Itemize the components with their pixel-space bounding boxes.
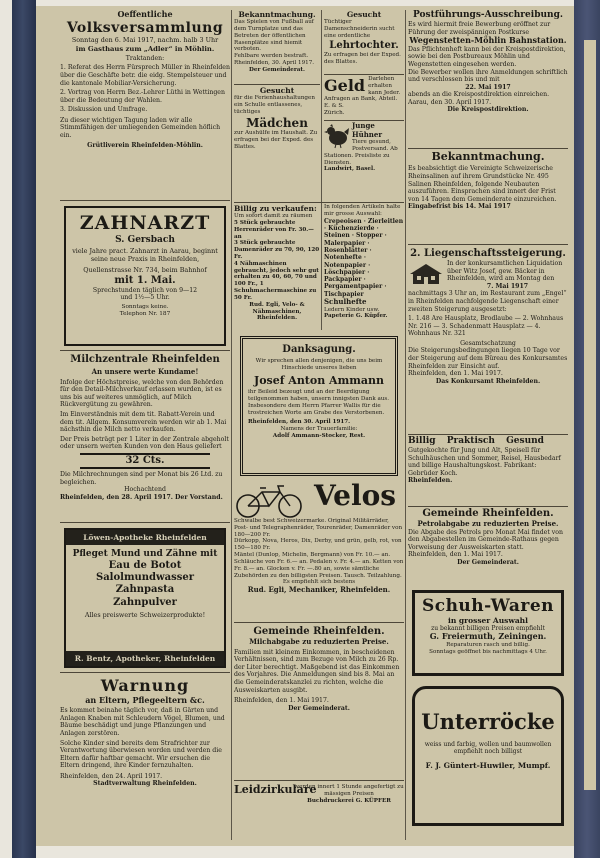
ad-line: empfiehlt noch billigst [453, 747, 523, 755]
column-1 [60, 10, 230, 840]
milk-price: 32 Cts. [80, 453, 210, 469]
notice-body: In der konkursamtlichen Liquidation über Witz Josef, gew. Bäcker in Rheinfelden, wird am Montag den [447, 260, 563, 283]
ad-title: Unterröcke [421, 709, 555, 734]
notice-subheading: Gesamtschatzung [460, 339, 516, 347]
notice-body: Die Abgabe des Petrols pro Monat Mai findet von den Abgabestellen im Gemeinde-Rathaus gegen Vorweisung der Ausweiskarten statt. [408, 528, 564, 551]
ad-subheading: an Eltern, Pflegeeltern &c. [85, 694, 205, 705]
ad-hours: und 1½—5 Uhr. [120, 294, 170, 302]
ad-body: Zu erfragen bei der Exped. des Blattes. [324, 51, 401, 65]
divider [408, 506, 568, 507]
ad-signature: Der Gemeinderat. [249, 66, 305, 73]
ad-signature: Landwirt, Basel. [324, 166, 376, 173]
notice-signature: Das Konkursamt Rheinfelden. [435, 377, 541, 385]
ad-signature: F. J. Güntert-Huwiler, Mumpf. [425, 761, 551, 771]
ad-billig-verkaufen [234, 204, 320, 332]
ad-title: Bekanntmachung. [238, 10, 316, 19]
ad-loewen-apotheke [64, 528, 226, 668]
ad-headline: Lehrtochter. [329, 39, 399, 51]
ad-body: werden innert 1 Stunde angefertigt zu mässigen Preisen [294, 784, 404, 797]
ad-item: Schulhefte [324, 297, 367, 307]
column-rule [231, 10, 232, 840]
ad-signature: Rud. Egli, Velo- & Nähmaschinen, Rheinfelden. [249, 301, 305, 322]
ad-unterroecke [412, 686, 564, 826]
ad-title: ZAHNARZT [79, 212, 211, 234]
notice-body: Es wird hiermit freie Bewerbung eröffnet zur Führung der zweispännigen Postkurse [408, 20, 551, 36]
divider [234, 622, 404, 623]
ad-huehner [324, 122, 404, 200]
notice-bekanntmachung [408, 150, 568, 242]
ad-title: Leidzirkulare [234, 783, 317, 796]
ad-date: Rheinfelden, den 24. April 1917. [60, 772, 163, 780]
ad-title: Warnung [100, 676, 190, 695]
notice-subtitle: Petrolabgabe zu reduzierten Preise. [417, 519, 559, 529]
notice-signature: Der Gemeinderat. [457, 558, 519, 566]
ad-date: Rheinfelden, den 30. April 1917. [248, 419, 351, 426]
ad-body: Der Preis beträgt per 1 Liter in der Zentrale abgeholt oder unsern werten Kunden von den Haus geliefert [60, 435, 229, 451]
notice-milchabgabe [234, 626, 404, 786]
ad-item: Ledern Kinder usw. [324, 306, 380, 313]
ad-body: Infolge der Höchstpreise, welche von den Behörden für den Detail-Milchverkauf erlassen wurden, ist es uns bis auf weiteres unmöglich, auf Milch Rückvergütung zu gewähren. [60, 378, 224, 409]
ad-footer: R. Bentz, Apotheker, Rheinfelden [66, 651, 224, 666]
ad-line: Sonntags geöffnet bis nachmittags 4 Uhr. [429, 648, 547, 655]
notice-title: 2. Liegenschaftssteigerung. [410, 248, 566, 259]
notice-body: Die Steigerungsbedingungen liegen 10 Tage vor der Steigerung auf dem Büreau des Konkursamtes Rheinfelden zur Einsicht auf. [408, 347, 568, 370]
notice-title: Bekanntmachung. [431, 150, 545, 163]
ad-title: Schuh-Waren [421, 596, 555, 616]
ad-body: Schwalbe best Schweizermarke. Original Militärräder, Post- und Telegraphenräder, Tourenräder, Damenräder von 180—200 Fr. [234, 518, 403, 538]
agenda-item: 1. Referat des Herrn Fürsprech Müller in Rheinfelden über die Geschäfte betr. die eidg. Stempelsteuer und die kantonale Mobiliar-Versicherung. [60, 64, 230, 87]
ad-gesucht-lehrtochter [324, 10, 404, 72]
divider [234, 780, 404, 781]
ad-header: Löwen-Apotheke Rheinfelden [66, 530, 224, 545]
notice-date: Rheinfelden, den 1. Mai 1917. [408, 551, 503, 559]
ad-body: Im Einverständnis mit dem tit. Rabatt-Verein und dem tit. Allgem. Konsumverein werden wir ab 1. Mai nächsthin die Milch netto verkaufen. [60, 410, 227, 434]
ad-body: Darlehen erhalten kann Jeder. Anfragen an Bank, Abteil. E. & S. [324, 76, 401, 110]
ad-body: Gutgekochte für Jung und Alt, Speisell für Schulhäuschen und Sommer, Reisel, Hausbedarf und billige Haushaltungskost. Fabrikant: Gebrüder Koch. [408, 446, 561, 477]
ad-body: ihr Beileid bezeugt und an der Beerdigung teilgenommen haben, unsern innigsten Dank aus. Insbesondere dem Herrn Pfarrer Wallis für die trostreichen Worte am Grabe des Verstorbenen. [248, 389, 390, 416]
ad-body: Zu dieser wichtigen Tagung laden wir alle Stimmfähigen der umliegenden Gemeinden höflich ein. [60, 116, 221, 139]
ad-body: Tiere gesund, Postversand. Ab Stationen. Preisliste zu Diensten. [324, 139, 398, 166]
ad-body: Um sofort damit zu räumen [234, 213, 313, 220]
ad-gesucht-maedchen [234, 86, 320, 200]
notice-petrolabgabe [408, 508, 568, 584]
notice-title: Gemeinde Rheinfelden. [253, 626, 385, 637]
divider [60, 350, 230, 351]
ad-line: Alles preiswerte Schweizerprodukte! [84, 610, 206, 619]
notice-title: Postführungs-Ausschreibung. [412, 10, 563, 20]
ad-title: Gesucht [259, 86, 295, 95]
ad-velos [234, 479, 404, 618]
divider [324, 74, 404, 75]
ad-line: Reparaturen rasch und billig. [446, 641, 530, 648]
ad-danksagung [240, 336, 398, 476]
ad-title: Volksversammlung [66, 19, 224, 36]
ad-warnung [60, 676, 230, 836]
ad-signature: Rud. Egli, Mechaniker, Rheinfelden. [247, 585, 391, 595]
notice-date: Aarau, den 30. April 1917. [408, 98, 492, 106]
divider [234, 84, 320, 85]
notice-signature: Der Gemeinderat. [288, 704, 350, 712]
ad-leidzirkulare [234, 783, 317, 836]
notice-date: Rheinfelden, den 1. Mai 1917. [408, 370, 503, 378]
ad-name: S. Gersbach [115, 235, 175, 246]
notice-body: Familien mit kleinem Einkommen, in bescheidenen Verhältnissen, sind zum Bezuge von Milch zu 26 Rp. der Liter berechtigt. Maßgebend ist das Einkommen des Vorjahres. Die Anmeldungen sind bis 8. Mai an die Gemeinderatskanzlei zu richten, welche die Ausweiskarten ausgibt. [234, 648, 400, 694]
ad-headline: Mädchen [246, 115, 308, 130]
product-name: Zahnpulver [113, 596, 177, 608]
ad-volksversammlung [60, 10, 230, 196]
notice-body: Das Pflichtenheft kann bei der Kreispostdirektion, sowie bei den Postbureaux Möhlin und Wegenstetten eingesehen werden. [408, 45, 566, 68]
notice-date: 7. Mai 1917 [486, 282, 529, 290]
divider [408, 434, 568, 435]
divider [60, 672, 230, 673]
column-3 [408, 10, 568, 840]
notice-deadline: 22. Mai 1917 [465, 83, 511, 91]
ad-title: Velos [313, 479, 397, 512]
ad-signature: Rheinfelden, den 28. April 1917. Der Vorstand. [60, 493, 223, 501]
agenda-item: 2. Vortrag von Herrn Bez.-Lehrer Lüthi in Wettingen über die Bedeutung der Wahlen. [60, 89, 225, 104]
product-name: Salolmundwasser [95, 572, 195, 584]
ad-milchzentrale [60, 354, 230, 518]
ad-line: Pfleget Mund und Zähne mit [72, 549, 218, 560]
ad-title: Geld [324, 76, 366, 95]
ad-signature: Papeterie G. Küpfer. [324, 313, 388, 320]
notice-body: abends an die Kreispostdirektion einreichen. [408, 91, 550, 99]
house-icon [408, 262, 444, 284]
ad-closing: Hochachtend [124, 486, 166, 494]
ad-body: Fehlbare werden bestraft. [234, 53, 309, 60]
ad-venue: im Gasthaus zum „Adler“ in Möhlin. [75, 44, 215, 53]
ad-billig-praktisch [408, 436, 568, 504]
ad-body: Dürkopp, Nova, Heros, Dix, Derby, und grün, gelb, rot, von 150—180 Fr. [234, 538, 402, 552]
notice-body: Die Bewerber wollen ihre Anmeldungen schriftlich und verschlossen bis und mit [408, 68, 568, 84]
ad-title: Milchzentrale Rheinfelden [70, 354, 220, 365]
ad-date: Sonntag den 6. Mai 1917, nachm. halb 3 Uhr [71, 35, 219, 44]
ad-line: zu bekannt billigen Preisen empfiehlt [431, 624, 545, 632]
divider [60, 200, 230, 201]
ad-leidzirkulare-text [294, 784, 404, 836]
ad-item: 4 Nähmaschinen gebraucht, jedoch sehr gut erhalten zu 40, 60, 70 und 100 Fr., 1 Schuhmachermaschine zu 50 Fr. [234, 260, 319, 301]
deceased-name: Josef Anton Ammann [253, 373, 384, 387]
ad-body: Es kommet beinahe täglich vor, daß in Gärten und Anlagen Knaben mit Schleudern Vögel, Blumen, und Bäume beschädigt und junge Pflanzungen und Anlagen zerstören. [60, 707, 225, 737]
ad-phone: Telephon Nr. 187 [119, 310, 171, 317]
ad-signature: Stadtverwaltung Rheinfelden. [93, 780, 197, 788]
product-name: Zahnpasta [115, 584, 175, 596]
product-name: Eau de Botot [108, 560, 182, 572]
newspaper-page [36, 6, 574, 846]
ad-title: Danksagung. [282, 344, 356, 355]
ad-name: G. Freiermuth, Zeiningen. [429, 631, 547, 642]
ad-schuhwaren [412, 590, 564, 676]
column-rule [405, 10, 406, 840]
ad-bekanntmachung [234, 10, 320, 82]
ad-body: zur Aushülfe im Haushalt. Zu erfragen bei der Exped. des Blattes. [234, 130, 318, 150]
divider [60, 522, 230, 523]
ad-note: Sonntags keine. [121, 303, 169, 310]
ad-title: Gesucht [346, 10, 382, 19]
hen-icon [324, 122, 350, 148]
ad-body: Das Spielen von Fußball auf dem Turnplatze und das Betreten der öffentlichen Rasenplätze sind hiemit verboten. [234, 19, 314, 53]
ad-date: mit 1. Mai. [114, 274, 176, 286]
ad-subheading: An unsere werte Kundame! [91, 367, 199, 377]
column-rule [321, 10, 322, 330]
ad-line: in grosser Auswahl [447, 615, 528, 625]
ad-heading: Oeffentliche [117, 9, 173, 19]
ad-body: Mäntel (Dunlop, Michelin, Bergmann) von Fr. 10.— an. Schläuche von Fr. 6.— an. Pedalen v. Fr. 4.— an. Ketten von Fr. 8.— an. Glocken v. Fr. —.80 an, sowie sämtliche Zubehörden zu den billigsten Preisen. Tausch. Teilzahlung. [234, 552, 404, 579]
ad-zahnarzt [64, 206, 226, 346]
ad-subheading: Traktanden: [125, 54, 165, 62]
ad-hours: Sprechstunden täglich von 9—12 [92, 286, 198, 294]
notice-signature: Die Kreispostdirektion. [447, 106, 529, 114]
ad-note: Es empfiehlt sich bestens [282, 579, 356, 586]
column-2 [234, 10, 404, 840]
bicycle-icon [234, 482, 306, 518]
ad-title: Billig Praktisch Gesund [408, 436, 544, 446]
ad-body: für die Ferienhaushaltungen ein Schulle entlassenes, tüchtiges [234, 95, 315, 115]
adjacent-page-edge [584, 40, 596, 790]
property-list: 1. 1.48 Are Hausplatz, Brodlaube — 2. Wohnhaus Nr. 216 — 3. Schadenmatt Hausplatz — 4. Wohnhaus Nr. 321 [408, 315, 564, 338]
ad-signature: Adolf Ammann-Stocker, Rest. [272, 433, 366, 440]
ad-signature: Buchdruckerei G. KÜPFER [307, 797, 391, 804]
ad-item: 5 Stück gebrauchte Herrenräder von Fr. 30.— an [234, 219, 314, 240]
ad-title: Junge Hühner [352, 121, 383, 139]
ad-item-list: Crepeoisen · Zierleitlen · Küchenzierde · Steinen · Stopper · Malerpapier · Rosenblätter · Notenhefte · Notenpapier · Löschpapier · Packpapier · Pergamentpapier · Tischpapier [324, 217, 404, 298]
notice-subtitle: Milchabgabe zu reduzierten Preise. [249, 637, 389, 647]
ad-signature: Grütliverein Rheinfelden-Möhlin. [87, 141, 203, 149]
ad-item: 3 Stück gebrauchte Damenräder zu 70, 90, 120 Fr. [234, 240, 320, 261]
notice-title: Gemeinde Rheinfelden. [422, 508, 554, 519]
notice-date: Rheinfelden, den 1. Mai 1917. [234, 697, 329, 705]
ad-body: Solche Kinder sind bereits dem Strafrichter zur Verantwortung überwiesen worden und werden die Eltern dafür haftbar gemacht. Wir ersuchen die Eltern dringend, ihre Kinder fernzuhalten. [60, 739, 222, 770]
ad-signature: Rheinfelden. [408, 477, 453, 485]
notice-liegenschaftssteigerung [408, 248, 568, 432]
notice-body: Es beabsichtigt die Vereinigte Schweizerische Rheinsalinen auf ihrem Grundstücke Nr. 495 Salinen Rheinfelden, folgende Neubauten auszuführen. Einsprachen sind innert der Frist von 14 Tagen dem Gemeinderate einzureichen. [408, 165, 557, 203]
notice-deadline: Eingabefrist bis 14. Mai 1917 [408, 203, 511, 211]
agenda-item: 3. Diskussion und Umfrage. [60, 106, 148, 114]
ad-address: Quellenstrasse Nr. 734, beim Bahnhof [83, 265, 207, 274]
ad-date: Rheinfelden, 30. April 1917. [234, 60, 315, 67]
ad-title: Billig zu verkaufen: [234, 204, 317, 213]
notice-body: nachmittags 3 Uhr an, im Restaurant zum „Engel“ in Rheinfelden nachfolgende Liegenschaft einer zweiten Steigerung ausgesetzt: [408, 290, 567, 313]
ad-papeterie [324, 204, 404, 332]
ad-geld [324, 76, 404, 118]
ad-body: Wir sprechen allen denjenigen, die uns beim Hinschiede unseres lieben [255, 358, 383, 371]
ad-address: Zürich. [324, 110, 345, 117]
ad-body: Tüchtiger Damenschneiderin sucht eine ordentliche [324, 19, 395, 39]
ad-line: weiss und farbig, wollen und baumwollen [424, 740, 552, 748]
book-spine [12, 0, 36, 858]
divider [234, 202, 404, 203]
divider [408, 244, 568, 245]
divider [408, 148, 568, 149]
ad-body: viele Jahre pract. Zahnarzt in Aarau, beginnt seine neue Praxis in Rheinfelden, [72, 247, 218, 263]
notice-route: Wegenstetten-Möhlin Bahnstation. [409, 35, 567, 46]
notice-postfuehrung [408, 10, 568, 144]
ad-body: In folgenden Artikeln halte mir grosse Auswahl: [324, 204, 401, 217]
ad-body: Die Milchrechnungen sind per Monat bis 26 Ltd. zu begleichen. [60, 470, 223, 486]
ad-signature: Namens der Trauerfamilie: [280, 426, 358, 433]
